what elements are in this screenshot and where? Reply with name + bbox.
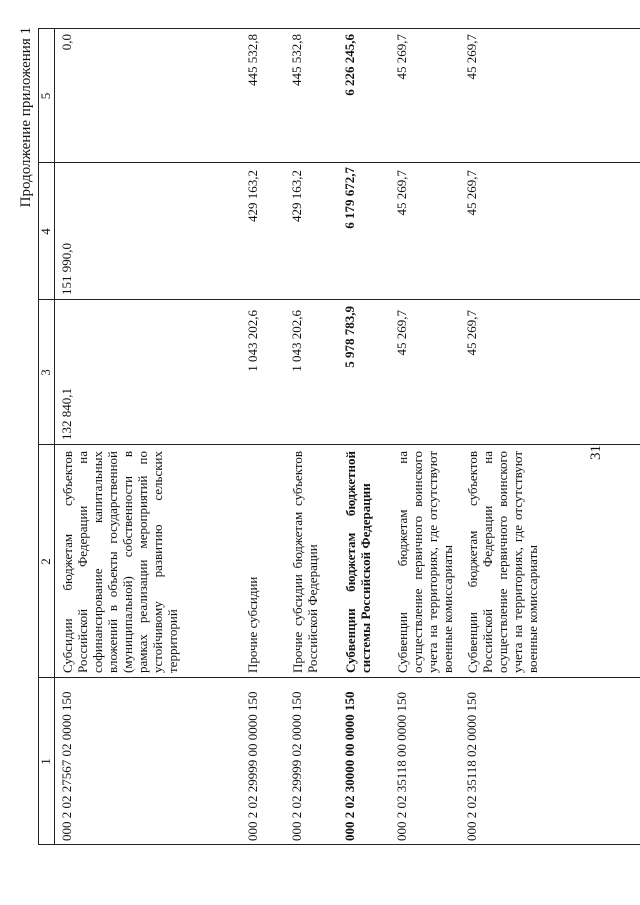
page-subtitle: Продолжение приложения 1: [18, 27, 34, 208]
row-name: Прочие субсидии: [245, 576, 260, 673]
header-col-3: 3: [38, 369, 53, 376]
page-number: 31: [588, 445, 604, 460]
row-name: Субвенции бюджетам на осуществление первичного воинского учета на территориях, где отсутствуют военные комиссариаты: [395, 451, 455, 673]
row-value-col3: 45 269,7: [394, 310, 409, 356]
row-value-col4: 45 269,7: [394, 170, 409, 216]
row-value-col5: 445 532,8: [289, 34, 304, 86]
row-value-col4: 429 163,2: [289, 170, 304, 222]
row-value-col3: 5 978 783,9: [342, 306, 357, 368]
row-code: 000 2 02 30000 00 0000 150: [342, 691, 357, 841]
row-value-col5: 0,0: [59, 34, 74, 51]
row-value-col4: 45 269,7: [464, 170, 479, 216]
row-value-col3: 1 043 202,6: [245, 310, 260, 372]
header-col-2: 2: [38, 558, 53, 565]
header-col-5: 5: [38, 92, 53, 100]
row-value-col4: 429 163,2: [245, 170, 260, 222]
row-name: Субвенции бюджетам бюджетной системы Российской Федерации: [343, 451, 373, 673]
row-value-col5: 45 269,7: [394, 34, 409, 80]
row-value-col5: 45 269,7: [464, 34, 479, 80]
row-code: 000 2 02 29999 00 0000 150: [245, 691, 260, 841]
row-name: Субвенции бюджетам субъектов Российской Федерации на осуществление первичного воинского учета на территориях, где отсутствуют военные комиссариаты: [465, 451, 540, 673]
row-value-col3: 45 269,7: [464, 310, 479, 356]
row-code: 000 2 02 29999 02 0000 150: [289, 691, 304, 841]
row-value-col3: 1 043 202,6: [289, 310, 304, 372]
row-code: 000 2 02 27567 02 0000 150: [59, 691, 74, 841]
row-code: 000 2 02 35118 00 0000 150: [394, 691, 409, 841]
row-value-col5: 6 226 245,6: [342, 34, 357, 96]
row-value-col4: 6 179 672,7: [342, 167, 357, 229]
row-code: 000 2 02 35118 02 0000 150: [464, 691, 479, 841]
row-value-col5: 445 532,8: [245, 34, 260, 86]
row-name: Субсидии бюджетам субъектов Российской Федерации на софинансирование капитальных вложений в объекты государственной (муниципальной) собственности в рамках реализации мероприятий по устойчивому развитию сельских территорий: [60, 451, 180, 673]
row-name: Прочие субсидии бюджетам субъектов Российской Федерации: [290, 451, 320, 673]
row-value-col3: 132 840,1: [59, 388, 74, 440]
header-col-4: 4: [38, 228, 53, 235]
header-col-1: 1: [38, 758, 53, 765]
row-value-col4: 151 990,0: [59, 243, 74, 295]
